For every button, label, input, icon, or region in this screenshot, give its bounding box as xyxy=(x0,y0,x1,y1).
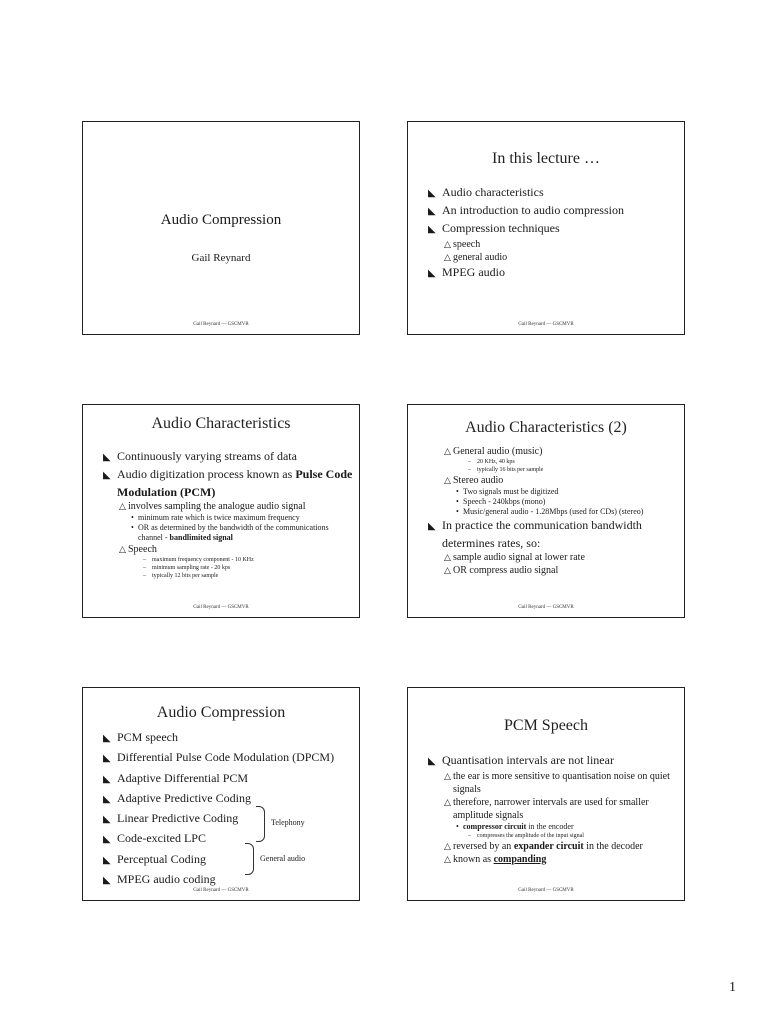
triangle-icon: △ xyxy=(444,854,451,864)
bullet-item: • compressor circuit in the encoder xyxy=(456,822,574,831)
general-audio-bracket xyxy=(245,843,254,875)
dash-item: – minimum sampling rate - 20 kps xyxy=(143,565,231,571)
triangle-icon: △ xyxy=(444,552,451,562)
triangle-icon: △ xyxy=(444,841,451,851)
general-audio-label: General audio xyxy=(260,854,306,863)
list-item: ◣ In practice the communication bandwidth determines rates, so: xyxy=(428,518,642,550)
telephony-bracket xyxy=(256,806,265,842)
bullet-icon: ◣ xyxy=(428,268,436,279)
sub-item: △ known as companding xyxy=(444,854,547,865)
list-item: ◣ MPEG audio coding xyxy=(103,870,353,890)
bullet-icon: ◣ xyxy=(428,521,436,532)
sub-item: △ therefore, narrower intervals are used for smaller amplitude signals xyxy=(444,797,649,821)
slide-1 xyxy=(82,121,360,335)
dot-icon: • xyxy=(456,497,459,506)
slide-3 xyxy=(82,404,360,618)
dot-icon: • xyxy=(131,513,134,522)
dash-item: – compresses the amplitude of the input signal xyxy=(468,833,584,839)
triangle-icon: △ xyxy=(444,565,451,575)
list-item: ◣ An introduction to audio compression xyxy=(428,202,678,220)
slide-footer: Gail Reynard — GSCMVR xyxy=(518,322,574,327)
dash-item: – typically 12 bits per sample xyxy=(143,573,219,579)
slide-title: PCM Speech xyxy=(504,717,588,734)
sub-item: △ the ear is more sensitive to quantisation noise on quiet signals xyxy=(444,771,670,795)
sub-item: △ sample audio signal at lower rate xyxy=(444,552,585,563)
list-item: ◣ Compression techniques xyxy=(428,220,678,238)
bullet-icon: ◣ xyxy=(103,452,111,463)
slide-body xyxy=(428,752,678,866)
sub-item: △ general audio xyxy=(444,252,508,263)
list-item: ◣ Code-excited LPC xyxy=(103,829,353,849)
bullet-item: • Music/general audio - 1.28Mbps (used for CDs) (stereo) xyxy=(456,507,644,516)
list-item: ◣ Audio digitization process known as Pulse Code Modulation (PCM) xyxy=(103,467,353,499)
bullet-icon: ◣ xyxy=(103,834,111,846)
slide-footer: Gail Reynard — GSCMVR xyxy=(193,605,249,610)
slide-title: Audio Characteristics (2) xyxy=(465,419,627,436)
slide-5 xyxy=(82,687,360,901)
list-item: ◣ Adaptive Differential PCM xyxy=(103,769,353,789)
slide-4 xyxy=(407,404,685,618)
list-item: ◣ Continuously varying streams of data xyxy=(103,448,353,466)
dash-item: – 20 KHz, 40 kps xyxy=(468,459,515,465)
dot-icon: • xyxy=(456,487,459,496)
slide-footer: Gail Reynard — GSCMVR xyxy=(193,322,249,327)
triangle-icon: △ xyxy=(119,544,126,554)
bullet-icon: ◣ xyxy=(103,875,111,887)
dash-item: – typically 16 bits per sample xyxy=(468,467,544,473)
slide-body xyxy=(428,445,678,577)
sub-item: △ reversed by an expander circuit in the decoder xyxy=(444,841,643,852)
slide-body xyxy=(103,728,353,890)
triangle-icon: △ xyxy=(444,446,451,456)
list-item: ◣ Quantisation intervals are not linear xyxy=(428,752,678,770)
bullet-icon: ◣ xyxy=(103,793,111,805)
bullet-item: • Two signals must be digitized xyxy=(456,487,559,496)
slide-footer: Gail Reynard — GSCMVR xyxy=(193,888,249,893)
triangle-icon: △ xyxy=(444,252,451,262)
bullet-icon: ◣ xyxy=(428,188,436,199)
list-item: ◣ Differential Pulse Code Modulation (DPCM) xyxy=(103,748,353,768)
list-item: ◣ Perceptual Coding xyxy=(103,850,353,870)
bullet-icon: ◣ xyxy=(428,224,436,235)
sub-item: △ Speech xyxy=(119,544,157,555)
slide-6 xyxy=(407,687,685,901)
sub-item: △ Stereo audio xyxy=(444,475,504,486)
list-item: ◣ Linear Predictive Coding xyxy=(103,809,353,829)
bullet-icon: ◣ xyxy=(103,470,111,481)
author-name: Gail Reynard xyxy=(191,252,251,264)
slide-body xyxy=(428,184,678,282)
list-item: ◣ MPEG audio xyxy=(428,264,678,282)
page-number: 1 xyxy=(729,980,736,995)
bullet-item: • minimum rate which is twice maximum frequency xyxy=(131,513,300,522)
slide-footer: Gail Reynard — GSCMVR xyxy=(518,888,574,893)
dot-icon: • xyxy=(456,507,459,516)
bullet-item: • OR as determined by the bandwidth of the communications channel - bandlimited signal xyxy=(131,523,329,542)
triangle-icon: △ xyxy=(444,239,451,249)
bullet-icon: ◣ xyxy=(103,773,111,785)
slide-title: Audio Compression xyxy=(156,704,286,721)
slide-2 xyxy=(407,121,685,335)
dash-item: – maximum frequency component - 10 KHz xyxy=(143,557,254,563)
dot-icon: • xyxy=(456,822,459,831)
triangle-icon: △ xyxy=(119,501,126,511)
bullet-icon: ◣ xyxy=(103,733,111,744)
list-item: ◣ Adaptive Predictive Coding xyxy=(103,789,353,809)
list-item: ◣ PCM speech xyxy=(103,728,353,748)
triangle-icon: △ xyxy=(444,797,451,807)
slide-footer: Gail Reynard — GSCMVR xyxy=(518,605,574,610)
bullet-icon: ◣ xyxy=(103,753,111,765)
bullet-icon: ◣ xyxy=(428,206,436,217)
dot-icon: • xyxy=(131,523,134,532)
bullet-icon: ◣ xyxy=(103,814,111,826)
telephony-label: Telephony xyxy=(271,818,305,827)
slide-title: Audio Compression xyxy=(160,212,282,228)
triangle-icon: △ xyxy=(444,771,451,781)
slide-title: In this lecture … xyxy=(492,150,600,167)
bullet-icon: ◣ xyxy=(103,854,111,866)
sub-item: △ involves sampling the analogue audio signal xyxy=(119,501,306,512)
sub-item: △ OR compress audio signal xyxy=(444,565,559,576)
sub-item: △ speech xyxy=(444,239,481,250)
list-item: ◣ Audio characteristics xyxy=(428,184,678,202)
sub-item: △ General audio (music) xyxy=(444,446,543,457)
slide-body xyxy=(103,448,353,580)
triangle-icon: △ xyxy=(444,475,451,485)
bullet-item: • Speech - 240kbps (mono) xyxy=(456,497,546,506)
slide-title: Audio Characteristics xyxy=(151,415,291,432)
bullet-icon: ◣ xyxy=(428,756,436,767)
